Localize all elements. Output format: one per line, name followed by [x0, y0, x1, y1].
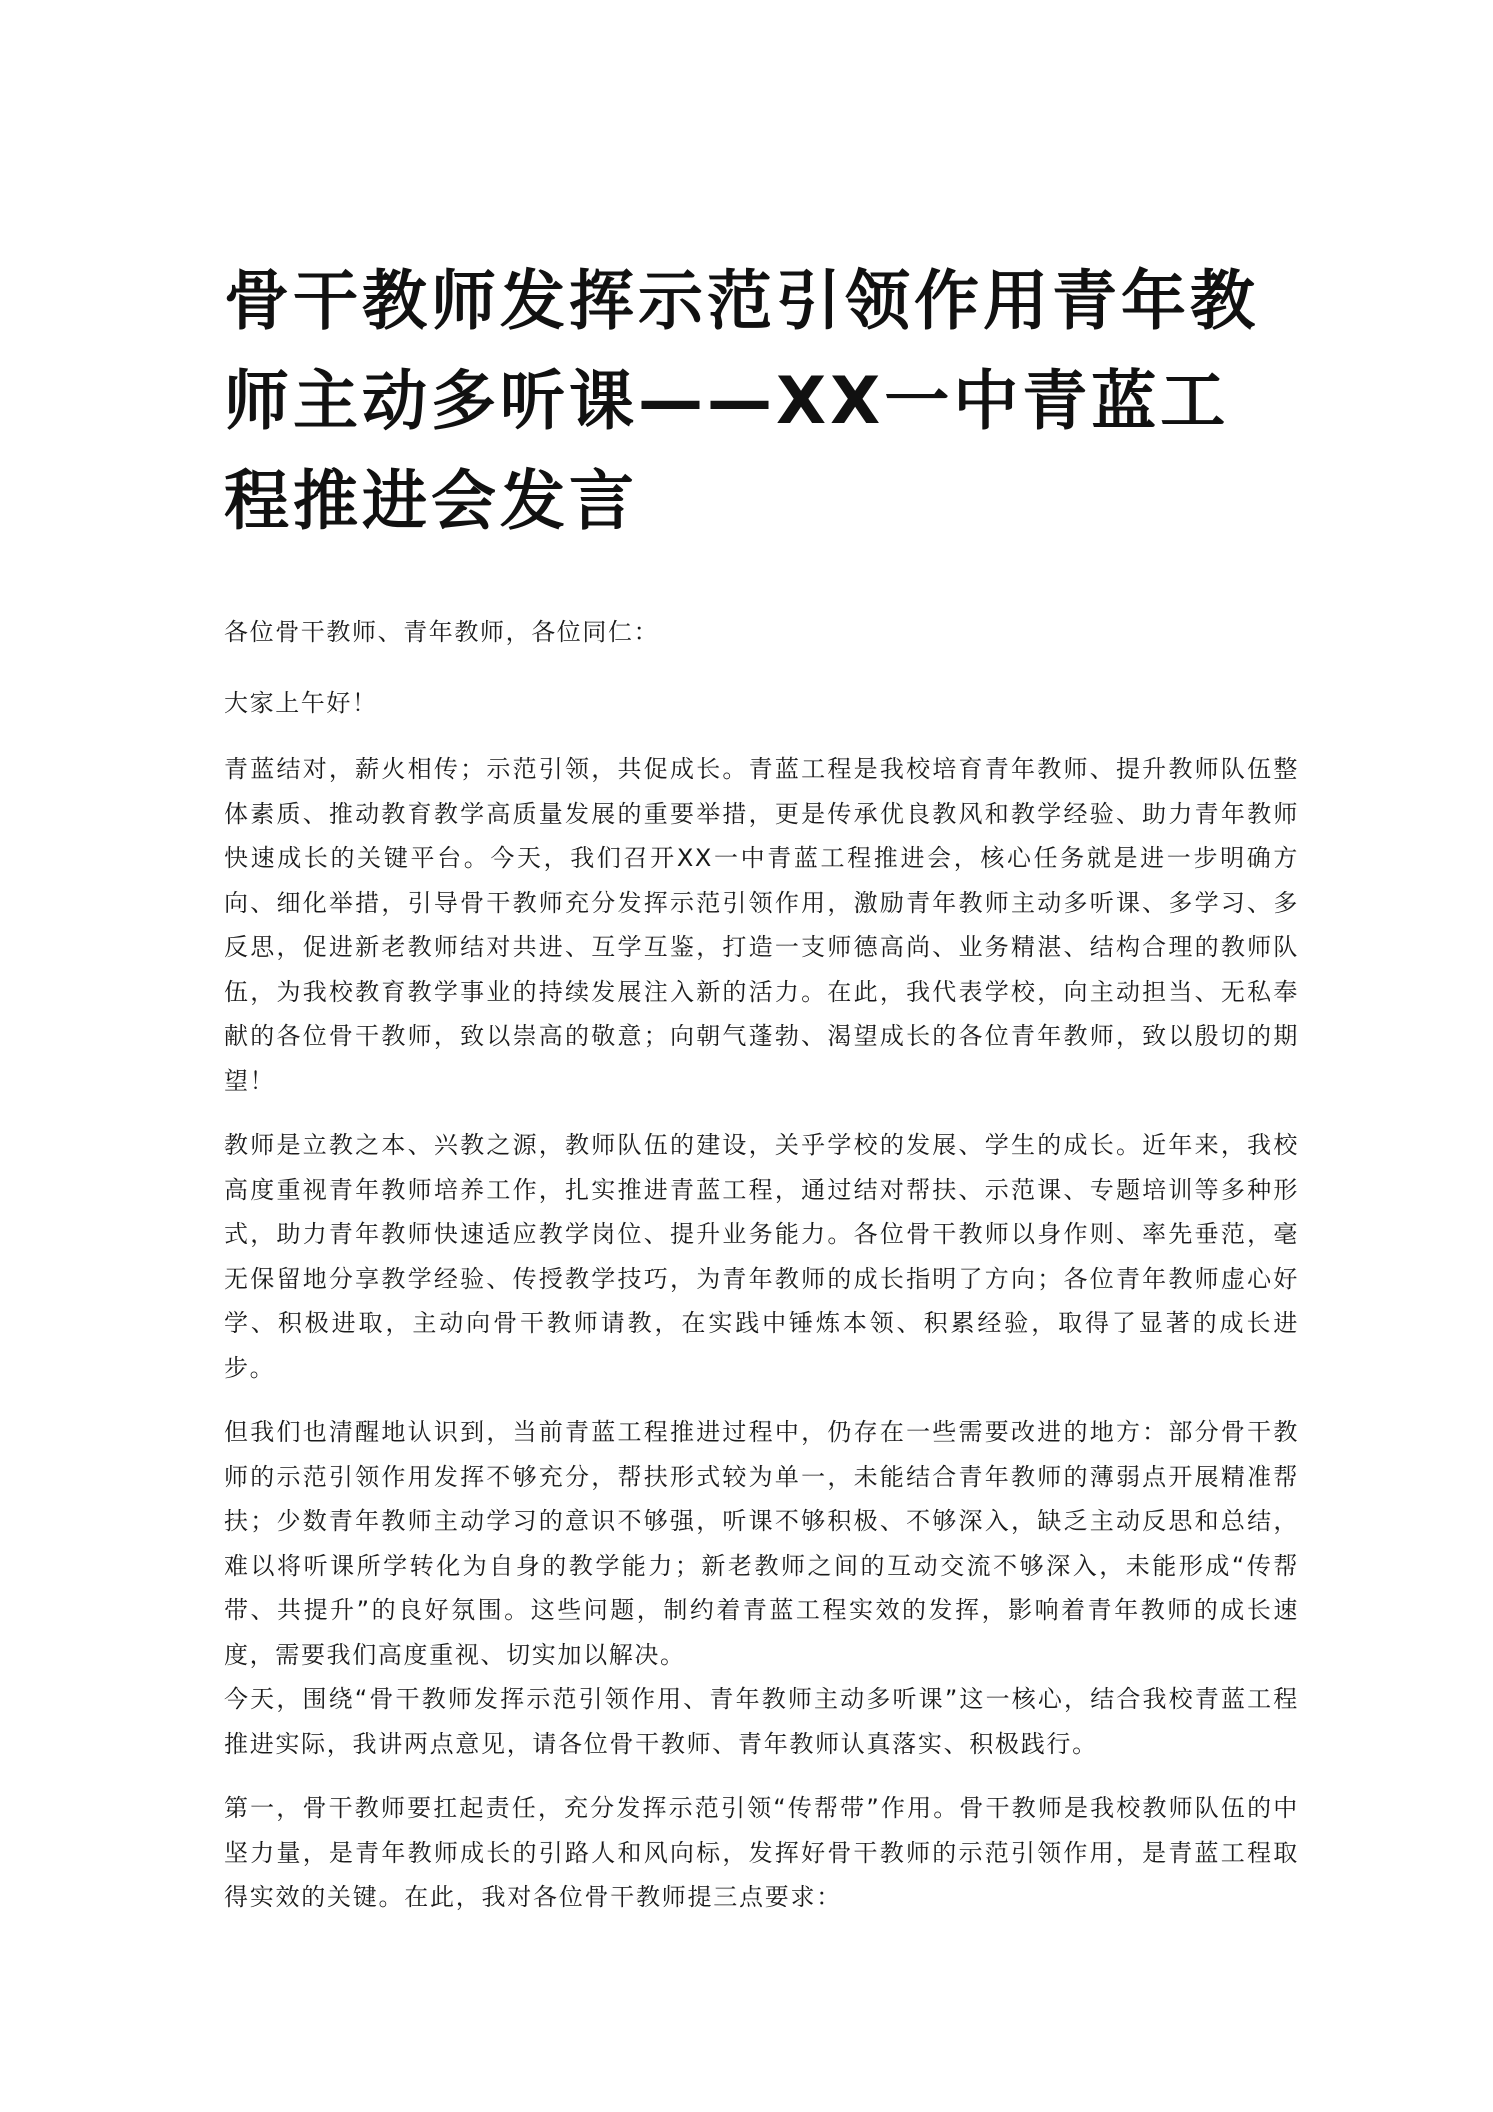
- paragraph-problems: 但我们也清醒地认识到，当前青蓝工程推进过程中，仍存在一些需要改进的地方：部分骨干教师的示范引领作用发挥不够充分，帮扶形式较为单一，未能结合青年教师的薄弱点开展精准帮扶；少数青年教师主动学习的意识不够强，听课不够积极、不够深入，缺乏主动反思和总结，难以将听课所学转化为自身的教学能力；新老教师之间的互动交流不够深入，未能形成“传帮带、共提升”的良好氛围。这些问题，制约着青蓝工程实效的发挥，影响着青年教师的成长速度，需要我们高度重视、切实加以解决。: [224, 1418, 1299, 1669]
- document-body: [224, 610, 1299, 1940]
- document-title: 骨干教师发挥示范引领作用青年教师主动多听课——XX一中青蓝工程推进会发言: [224, 264, 1260, 539]
- salutation: 各位骨干教师、青年教师，各位同仁：: [224, 618, 660, 646]
- paragraph-topic: 今天，围绕“骨干教师发挥示范引领作用、青年教师主动多听课”这一核心，结合我校青蓝工程推进实际，我讲两点意见，请各位骨干教师、青年教师认真落实、积极践行。: [224, 1685, 1299, 1758]
- paragraph-first-point: 第一，骨干教师要扛起责任，充分发挥示范引领“传帮带”作用。骨干教师是我校教师队伍的中坚力量，是青年教师成长的引路人和风向标，发挥好骨干教师的示范引领作用，是青蓝工程取得实效的关键。在此，我对各位骨干教师提三点要求：: [224, 1794, 1299, 1911]
- greeting: 大家上午好！: [224, 688, 378, 717]
- paragraph-intro: 青蓝结对，薪火相传；示范引领，共促成长。青蓝工程是我校培育青年教师、提升教师队伍整体素质、推动教育教学高质量发展的重要举措，更是传承优良教风和教学经验、助力青年教师快速成长的关键平台。今天，我们召开XX一中青蓝工程推进会，核心任务就是进一步明确方向、细化举措，引导骨干教师充分发挥示范引领作用，激励青年教师主动多听课、多学习、多反思，促进新老教师结对共进、互学互鉴，打造一支师德高尚、业务精湛、结构合理的教师队伍，为我校教育教学事业的持续发展注入新的活力。在此，我代表学校，向主动担当、无私奉献的各位骨干教师，致以崇高的敬意；向朝气蓬勃、渴望成长的各位青年教师，致以殷切的期望！: [224, 755, 1299, 1095]
- paragraph-achievements: 教师是立教之本、兴教之源，教师队伍的建设，关乎学校的发展、学生的成长。近年来，我校高度重视青年教师培养工作，扎实推进青蓝工程，通过结对帮扶、示范课、专题培训等多种形式，助力青年教师快速适应教学岗位、提升业务能力。各位骨干教师以身作则、率先垂范，毫无保留地分享教学经验、传授教学技巧，为青年教师的成长指明了方向；各位青年教师虚心好学、积极进取，主动向骨干教师请教，在实践中锤炼本领、积累经验，取得了显著的成长进步。: [224, 1131, 1299, 1382]
